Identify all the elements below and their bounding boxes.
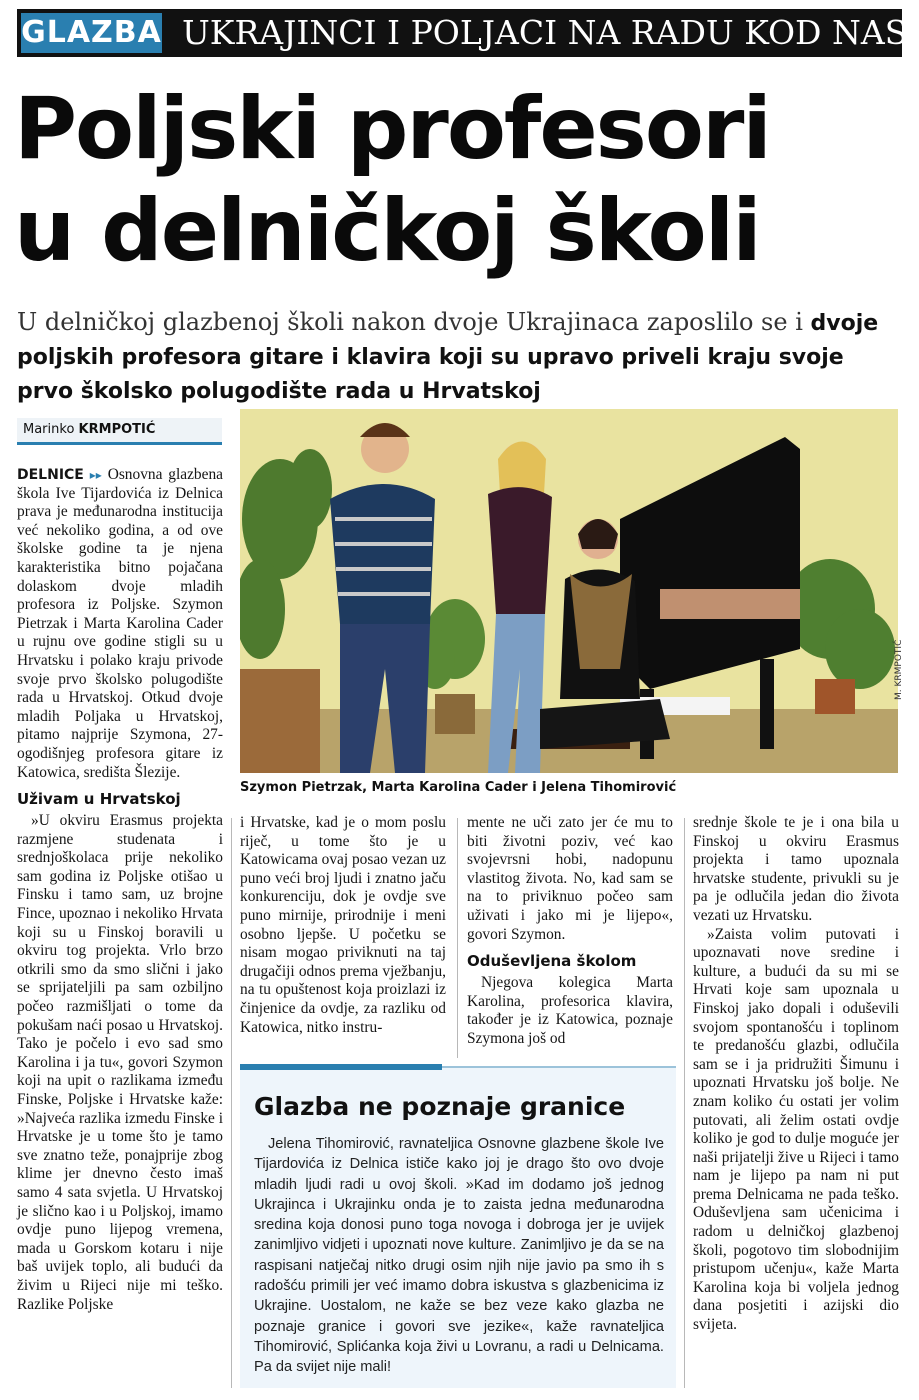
column-divider [684, 818, 685, 1388]
column-divider [231, 818, 232, 1388]
sidebar-box-body: Jelena Tihomirović, ravnateljica Osnovne glazbene škole Ive Tijardovića iz Delnica ističe kako joj je drago što ovo dvoje mladih ljudi radi u ovoj školi. »Kad im dodamo još jednog Ukrajinca i Ukrajinku onda je to zaista jedna međunarodna sredina koja donosi puno toga novoga i dobroga jer je uvijek zanimljivo vidjeti i upoznati nove kulture. Zanimljivo je da se na raspisani natječaj nitko drugi osim njih nije javio pa smo ih s radošću primili jer već imamo dobra iskustva s glazbenicima iz Ukrajine. Uostalom, ne kaže se bez veze kako glazba ne poznaje granice i govori sve jezike«, kaže ravnateljica Tihomirović, Splićanka koja živi u Lovranu, a radi u Delnicama. Pa da svijet nije mali! [254, 1136, 664, 1376]
column-1 [17, 466, 223, 1314]
sidebar-box-rule [442, 1066, 676, 1068]
sidebar-box-title: Glazba ne poznaje granice [254, 1092, 626, 1121]
dateline-arrow-icon: ▸▸ [89, 468, 102, 482]
author-last: KRMPOTIĆ [78, 422, 156, 437]
kicker: UKRAJINCI I POLJACI NA RADU KOD NAS [182, 13, 908, 52]
photo-caption: Szymon Pietrzak, Marta Karolina Cader i Jelena Tihomirović [240, 780, 677, 795]
column-4 [693, 814, 899, 1335]
dateline: DELNICE [17, 467, 84, 483]
column-divider [457, 818, 458, 1058]
col3-paragraph-1: mente ne uči zato jer će mu to biti životni poziv, već kao svojevrsni hobi, nadopunu vlastitog života. No, kad sam se na to priviknuo počeo sam uživati i jako mi je lijepo«, govori Szymon. [467, 814, 673, 943]
sidebar-box-accent [240, 1064, 442, 1070]
article-photo [240, 409, 898, 773]
subheading-1: Uživam u Hrvatskoj [17, 790, 181, 809]
subheading-2: Oduševljena školom [467, 952, 637, 971]
col4-paragraph-2: »Zaista volim putovati i upoznavati nove sredine i kulture, a budući da su mi se Hrvati koje sam upoznala u Finskoj jako dopali i oduševili svojom spontanošću i toplinom te predanošću glazbi, odlučila sam se i ja pridružiti Šimunu i upoznati Hrvatsku još bolje. Ne znam koliko ću ostati jer volim putovati, ali želim ostati ovdje koliko je god to dulje moguće jer naši prijatelji žive u Rijeci i tamo nam je lijepo pa nam ni put prema Delnicama ne pada teško. Oduševljena sam učenicima i radom u delničkoj glazbenoj školi, pogotovo tim slobodnijim pristupom učenju«, kaže Marta Karolina koja bi voljela jednog dana posjetiti i azijski dio svijeta. [693, 925, 899, 1334]
photo-illustration [240, 409, 898, 773]
col1-paragraph-2: »U okviru Erasmus projekta razmjene studenata i srednjoškolaca prije nekoliko sam godina iz Poljske otišao u Finsku i tamo sam, uz brojne Fince, upoznao i nekoliko Hrvata koji su u Finskoj boravili u okviru tog projekta. Vrlo brzo otkrili smo da smo slični i jako se sprijateljili pa sam ozbiljno počeo razmišljati o tome da pokušam naći posao u Hrvatskoj. Tako je počelo i evo sad smo Karolina i ja tu«, govori Szymon koji na upit o razlikama između Finske, Poljske i Hrvatske kaže: »Najveća razlika izmedu Finske i Hrvatske je u tome što je tamo sve znatno teže, ponajprije zbog klime jer dnevno često imaš samo 4 sata svjetla. U Hrvatskoj je slično kao i u Poljskoj, imamo ovdje puno lijepog vremena, mada u Gorskom kotaru i nije baš uvijek toplo, ali budući da živim u Rijeci nije mi teško. Razlike Poljske [17, 812, 223, 1313]
lead-bold: dvoje poljskih profesora gitare i klavira koji su upravo priveli kraju svoje prvo školsko polugodište rada u Hrvatskoj [17, 311, 879, 404]
col4-paragraph-1: srednje škole te je i ona bila u Finskoj u okviru Erasmus projekta i tamo upoznala hrvatske studente, privukli su je pa je odlučila jedan dio života vezati uz Hrvatsku. [693, 814, 899, 924]
lead-plain: U delničkoj glazbenoj školi nakon dvoje Ukrajinaca zaposlilo se i [17, 308, 811, 336]
headline [14, 78, 914, 282]
col2-paragraph-1: i Hrvatske, kad je o mom poslu riječ, u tome što je u Katowicama ovaj posao vezan uz puno veći broj ljudi i znatno jaču konkurenciju, dok je ovdje sve puno mirnije, prirodnije i meni osobno ljepše. U početku se nisam mogao priviknuti na taj drugačiji odnos prema vježbanju, na tu opuštenost koja proizlazi iz činjenice da ovdje, za razliku od Katowica, nitko instru- [240, 814, 446, 1036]
headline-line-1: Poljski profesori [14, 79, 770, 179]
sidebar-box-text [254, 1134, 664, 1378]
section-tag: GLAZBA [21, 13, 162, 53]
author-first: Marinko [23, 422, 75, 437]
column-2 [240, 814, 446, 1037]
col3-paragraph-2: Njegova kolegica Marta Karolina, profesorica klavira, također je iz Katowica, poznaje Szymona još od [467, 974, 673, 1047]
col1-paragraph-1: Osnovna glazbena škola Ive Tijardovića iz Delnica prava je međunarodna institucija već nekoliko godina, a od ove školske godine ta je njena karakteristika bitno pojačana dolaskom dvoje mladih profesora iz Poljske. Szymon Pietrzak i Marta Karolina Cader u rujnu ove godine stigli su u Hrvatsku i polako kraju privode svoje prvo školsko polugodište rada u Hrvatskoj. Otkud dvoje mladih Poljaka u Hrvatskoj, pitamo najprije Szymona, 27-ogodišnjeg profesora gitare iz Katowica, središta Šlezije. [17, 466, 223, 781]
headline-line-2: u delničkoj školi [14, 181, 760, 281]
lead-paragraph [17, 306, 897, 408]
photo-credit: M. KRMPOTIĆ [894, 639, 904, 700]
byline [17, 418, 222, 445]
column-3 [467, 814, 673, 1049]
